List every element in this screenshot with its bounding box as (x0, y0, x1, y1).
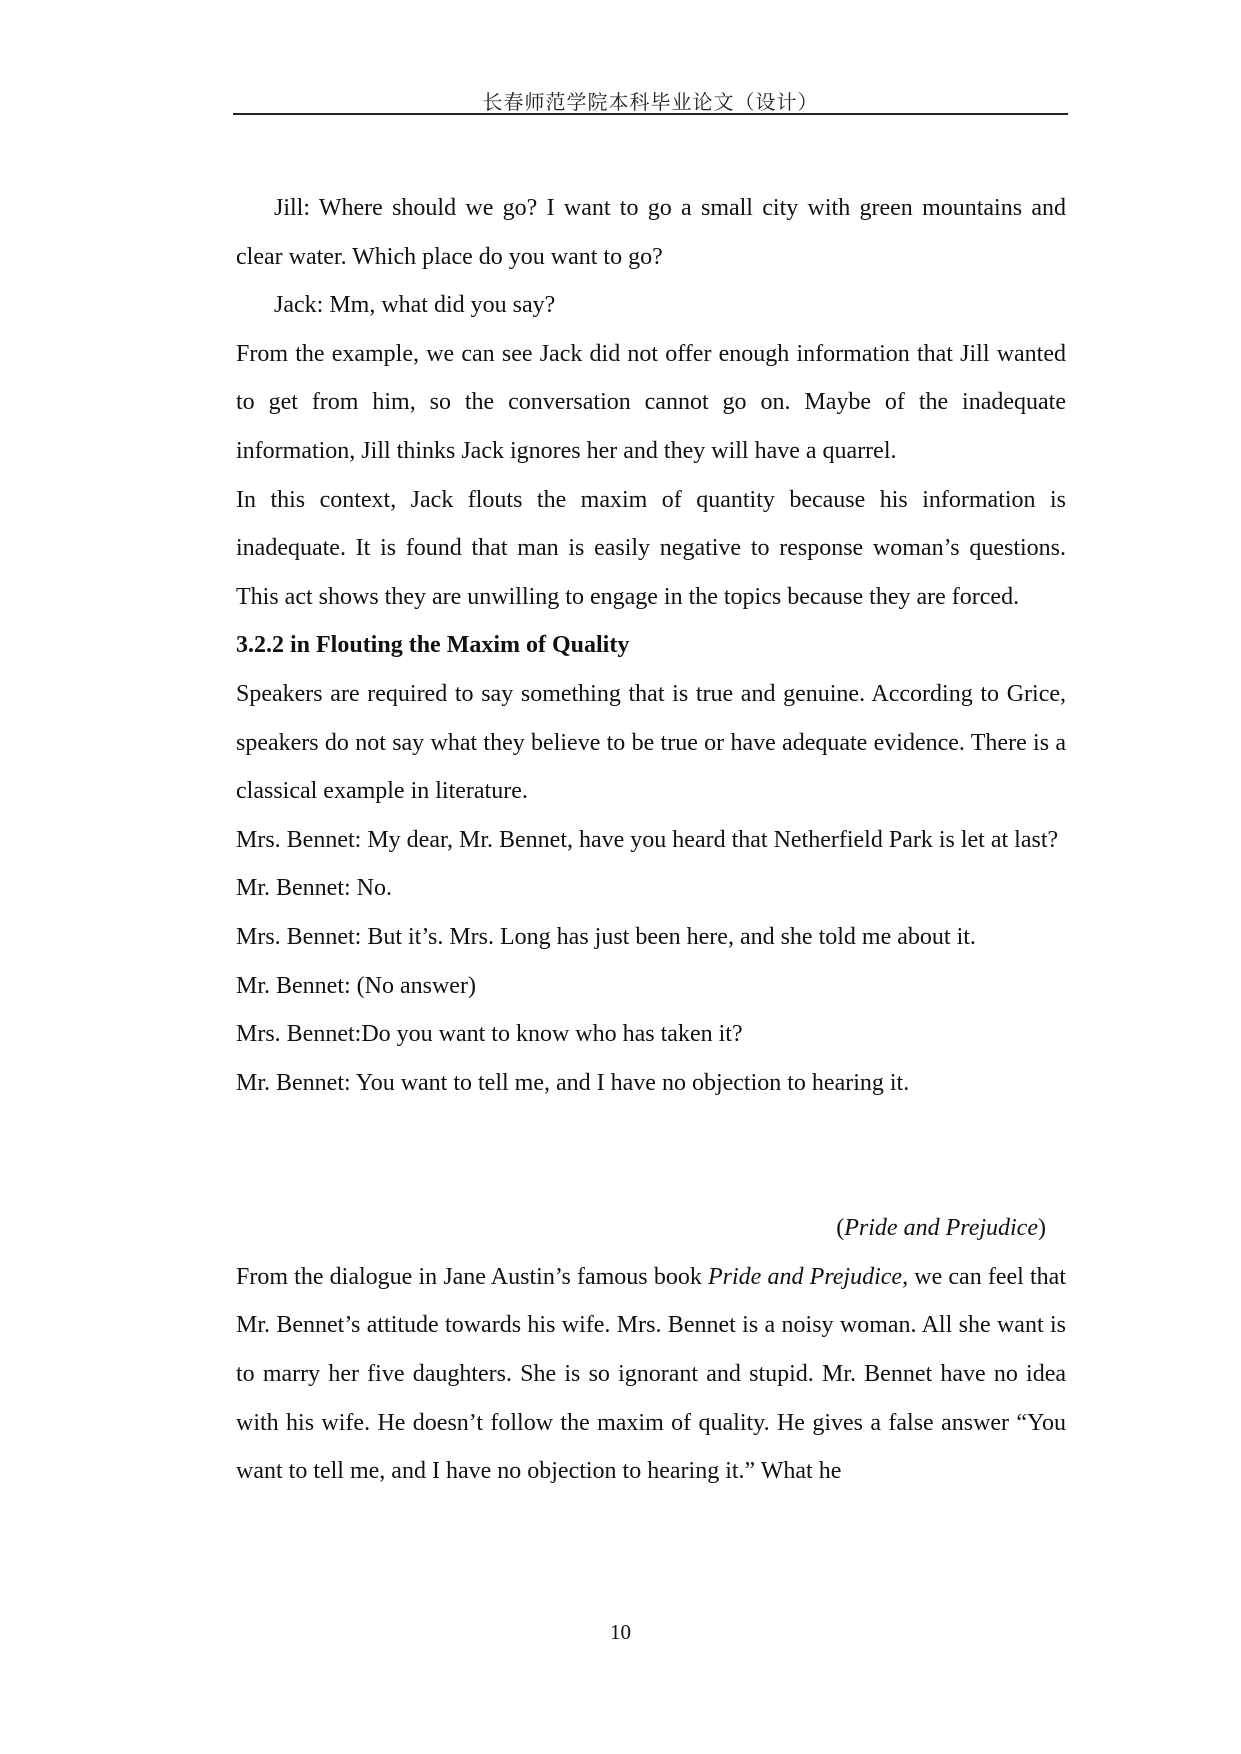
source-title: Pride and Prejudice (844, 1215, 1038, 1242)
paragraph-dialogue-analysis (236, 1253, 1066, 1496)
dialogue-line: Mrs. Bennet:Do you want to know who has taken it? (236, 1021, 743, 1048)
dialogue-line-jack: Jack: Mm, what did you say? (274, 292, 556, 319)
running-header: 长春师范学院本科毕业论文（设计） (482, 92, 819, 114)
vertical-gap (236, 1107, 1066, 1204)
section-heading: 3.2.2 in Flouting the Maxim of Quality (236, 632, 630, 659)
page-body (236, 184, 1066, 1496)
source-close: ) (1038, 1215, 1046, 1242)
page-number: 10 (610, 1620, 631, 1644)
source-open: ( (836, 1215, 845, 1242)
dialogue-line: Mr. Bennet: No. (236, 875, 392, 902)
dialogue-line: Mrs. Bennet: My dear, Mr. Bennet, have you heard that Netherfield Park is let at last? (236, 826, 1059, 853)
header-rule (233, 113, 1068, 115)
dialogue-line: Mrs. Bennet: But it’s. Mrs. Long has just been here, and she told me about it. (236, 923, 976, 950)
analysis-text-rest: we can feel that Mr. Bennet’s attitude towards his wife. Mrs. Bennet is a noisy woman. All she want is to marry her five daughters. She is so ignorant and stupid. Mr. Bennet have no idea with his wife. He doesn’t follow the maxim of quality. He gives a false answer “You want to tell me, and I have no objection to hearing it.” What he (236, 1263, 1067, 1485)
dialogue-line: Mr. Bennet: You want to tell me, and I have no objection to hearing it. (236, 1069, 910, 1096)
analysis-text-start: From the dialogue in Jane Austin’s famous book (236, 1263, 708, 1290)
book-title: Pride and Prejudice, (708, 1263, 909, 1290)
dialogue-line-jill: Jill: Where should we go? I want to go a small city with green mountains and clear water. Which place do you want to go? (236, 195, 1066, 270)
paragraph-quality-intro: Speakers are required to say something that is true and genuine. According to Grice, speakers do not say what they believe to be true or have adequate evidence. There is a classical example in literature. (236, 680, 1066, 805)
paragraph-quantity-context: In this context, Jack flouts the maxim of quantity because his information is inadequate. It is found that man is easily negative to response woman’s questions. This act shows they are unwilling to engage in the topics because they are forced. (236, 486, 1066, 610)
paragraph-example-analysis: From the example, we can see Jack did not offer enough information that Jill wanted to get from him, so the conversation cannot go on. Maybe of the inadequate information, Jill thinks Jack ignores her and they will have a quarrel. (236, 340, 1066, 464)
source-citation (236, 1204, 1066, 1253)
dialogue-line: Mr. Bennet: (No answer) (236, 972, 476, 999)
